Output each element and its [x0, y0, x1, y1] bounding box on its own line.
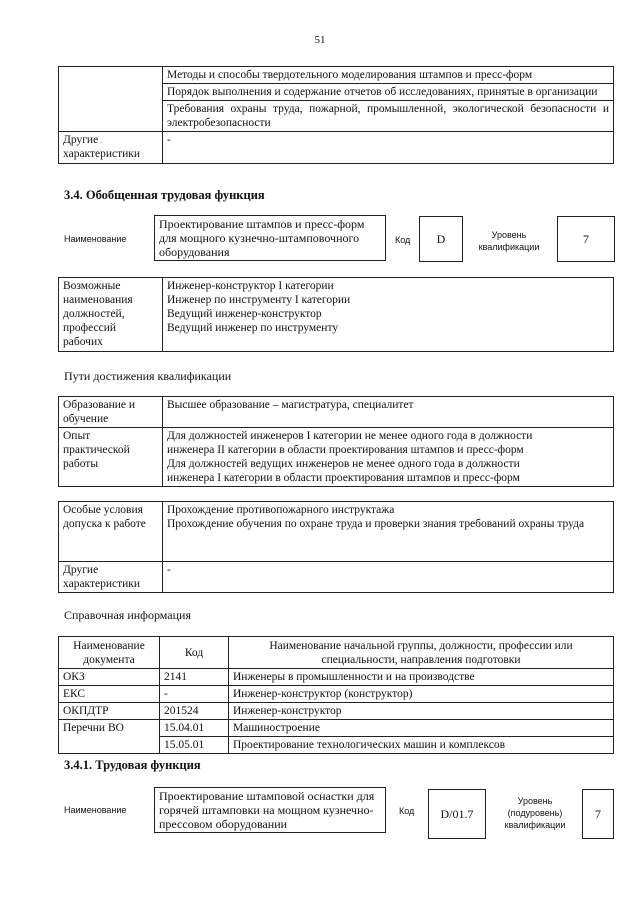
position-item: Ведущий инженер-конструктор: [167, 308, 322, 320]
table-row: [59, 703, 614, 720]
knowledge-row: Порядок выполнения и содержание отчетов об исследованиях, принятые в организации: [163, 84, 614, 101]
conditions-label: Особые условия допуска к работе: [59, 502, 163, 562]
code-label: Код: [395, 235, 411, 245]
header-doc: Наименование документа: [59, 637, 160, 669]
position-item: Инженер-конструктор I категории: [167, 280, 334, 292]
header-code: Код: [160, 637, 229, 669]
education-table: [58, 396, 614, 487]
reference-table: [58, 636, 614, 754]
ref-code: 15.05.01: [160, 737, 229, 754]
section-3-4-heading: 3.4. Обобщенная трудовая функция: [64, 188, 265, 202]
ref-name: Машиностроение: [229, 720, 614, 737]
positions-label: Возможные наименования должностей, профессий рабочих: [59, 278, 163, 352]
ref-doc: ЕКС: [59, 686, 160, 703]
ref-code: 2141: [160, 669, 229, 686]
experience-line: инженера I категории в области проектирования штампов и пресс-форм: [167, 472, 520, 484]
name-label: Наименование: [64, 234, 127, 244]
name-label: Наименование: [64, 805, 127, 815]
experience-line: инженера II категории в области проектирования штампов и пресс-форм: [167, 444, 524, 456]
other-characteristics-value: -: [163, 562, 614, 593]
qualification-level-label: Уровень (подуровень) квалификации: [504, 796, 566, 830]
code-label: Код: [399, 806, 415, 816]
paths-heading: Пути достижения квалификации: [64, 369, 232, 383]
qualification-level-box: 7: [582, 789, 614, 839]
conditions-table: [58, 501, 614, 593]
empty-label-cell: [59, 67, 163, 132]
conditions-value: [163, 502, 614, 562]
ref-doc: ОКПДТР: [59, 703, 160, 720]
condition-line: Прохождение обучения по охране труда и проверки знания требований охраны труда: [167, 518, 585, 530]
education-value: Высшее образование – магистратура, специалитет: [163, 397, 614, 428]
reference-heading: Справочная информация: [64, 608, 191, 622]
ref-name: Инженер-конструктор (конструктор): [229, 686, 614, 703]
qualification-level-box: 7: [557, 216, 615, 262]
ref-doc: ОКЗ: [59, 669, 160, 686]
position-item: Ведущий инженер по инструменту: [167, 322, 339, 334]
header-name: Наименование начальной группы, должности, профессии или специальности, направления подготовки: [229, 637, 614, 669]
code-value-box: D/01.7: [428, 789, 486, 839]
section-3-4-1-heading: 3.4.1. Трудовая функция: [64, 758, 201, 772]
ref-name: Инженер-конструктор: [229, 703, 614, 720]
other-characteristics-label: Другие характеристики: [59, 562, 163, 593]
experience-label: Опыт практической работы: [59, 428, 163, 487]
experience-line: Для должностей инженеров I категории не менее одного года в должности: [167, 430, 533, 442]
top-knowledge-table: [58, 66, 614, 164]
ref-name: Инженеры в промышленности и на производстве: [229, 669, 614, 686]
positions-table: [58, 277, 614, 352]
position-item: Инженер по инструменту I категории: [167, 294, 351, 306]
page-number: 51: [314, 34, 326, 46]
knowledge-row: Требования охраны труда, пожарной, промышленной, экологической безопасности и электробезопасности: [163, 101, 614, 132]
table-row: [59, 669, 614, 686]
code-value-box: D: [419, 216, 463, 262]
education-label: Образование и обучение: [59, 397, 163, 428]
function-name-box: Проектирование штамповой оснастки для горячей штамповки на мощном кузнечно-прессовом оборудовании: [154, 787, 386, 833]
knowledge-row: Методы и способы твердотельного моделирования штампов и пресс-форм: [163, 67, 614, 84]
table-row: [59, 720, 614, 737]
positions-list: [163, 278, 614, 352]
condition-line: Прохождение противопожарного инструктажа: [167, 504, 395, 516]
ref-doc: Перечни ВО: [59, 720, 160, 754]
ref-code: 15.04.01: [160, 720, 229, 737]
table-row: [59, 686, 614, 703]
ref-code: -: [160, 686, 229, 703]
ref-code: 201524: [160, 703, 229, 720]
other-characteristics-label: Другие характеристики: [59, 132, 163, 164]
qualification-level-label: Уровень квалификации: [478, 230, 540, 252]
experience-value: [163, 428, 614, 487]
function-name-box: Проектирование штампов и пресс-форм для мощного кузнечно-штамповочного оборудования: [154, 215, 386, 261]
ref-name: Проектирование технологических машин и комплексов: [229, 737, 614, 754]
other-characteristics-value: -: [163, 132, 614, 164]
experience-line: Для должностей ведущих инженеров не менее одного года в должности: [167, 458, 520, 470]
